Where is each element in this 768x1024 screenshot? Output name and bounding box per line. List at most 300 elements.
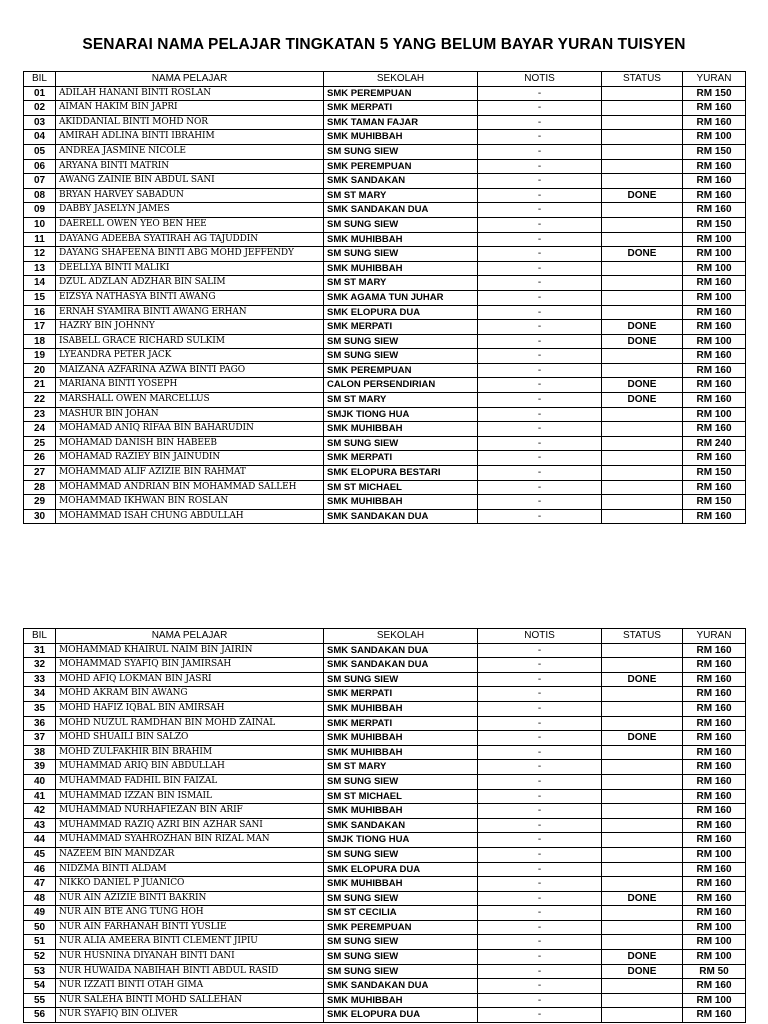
cell-yuran: RM 100: [683, 130, 746, 145]
cell-notis: -: [478, 393, 602, 408]
cell-notis: -: [478, 480, 602, 495]
cell-nama-pelajar: NUR AIN FARHANAH BINTI YUSLIE: [56, 920, 324, 935]
cell-nama-pelajar: AKIDDANIAL BINTI MOHD NOR: [56, 115, 324, 130]
cell-notis: -: [478, 261, 602, 276]
cell-status: [602, 101, 683, 116]
cell-yuran: RM 100: [683, 232, 746, 247]
cell-yuran: RM 150: [683, 144, 746, 159]
cell-sekolah: CALON PERSENDIRIAN: [324, 378, 478, 393]
cell-status: [602, 115, 683, 130]
header-yuran: YURAN: [683, 72, 746, 87]
cell-yuran: RM 100: [683, 334, 746, 349]
table-row: [24, 818, 746, 833]
cell-bil: 02: [24, 101, 56, 116]
header-status: STATUS: [602, 629, 683, 644]
cell-status: DONE: [602, 320, 683, 335]
header-sekolah: SEKOLAH: [324, 72, 478, 87]
cell-sekolah: SM ST MARY: [324, 188, 478, 203]
cell-bil: 27: [24, 466, 56, 481]
cell-nama-pelajar: MOHAMMAD KHAIRUL NAIM BIN JAIRIN: [56, 643, 324, 658]
cell-notis: -: [478, 701, 602, 716]
cell-notis: -: [478, 658, 602, 673]
cell-yuran: RM 100: [683, 935, 746, 950]
cell-sekolah: SMK MUHIBBAH: [324, 422, 478, 437]
cell-status: [602, 305, 683, 320]
header-bil: BIL: [24, 72, 56, 87]
table-header-row: [24, 629, 746, 644]
cell-bil: 53: [24, 964, 56, 979]
cell-sekolah: SMK MUHIBBAH: [324, 993, 478, 1008]
cell-bil: 48: [24, 891, 56, 906]
cell-yuran: RM 160: [683, 1008, 746, 1023]
cell-status: [602, 422, 683, 437]
cell-bil: 08: [24, 188, 56, 203]
cell-nama-pelajar: MOHAMMAD SYAFIQ BIN JAMIRSAH: [56, 658, 324, 673]
cell-status: [602, 349, 683, 364]
header-nama-pelajar: NAMA PELAJAR: [56, 72, 324, 87]
cell-nama-pelajar: MARSHALL OWEN MARCELLUS: [56, 393, 324, 408]
cell-bil: 14: [24, 276, 56, 291]
cell-notis: -: [478, 643, 602, 658]
cell-nama-pelajar: HAZRY BIN JOHNNY: [56, 320, 324, 335]
cell-bil: 16: [24, 305, 56, 320]
cell-nama-pelajar: ISABELL GRACE RICHARD SULKIM: [56, 334, 324, 349]
cell-yuran: RM 160: [683, 979, 746, 994]
cell-sekolah: SMK PEREMPUAN: [324, 363, 478, 378]
cell-bil: 33: [24, 672, 56, 687]
cell-notis: -: [478, 378, 602, 393]
cell-bil: 39: [24, 760, 56, 775]
student-table-1: [23, 71, 746, 524]
cell-notis: -: [478, 1008, 602, 1023]
cell-yuran: RM 160: [683, 672, 746, 687]
cell-status: [602, 847, 683, 862]
cell-yuran: RM 160: [683, 658, 746, 673]
cell-bil: 51: [24, 935, 56, 950]
cell-yuran: RM 160: [683, 789, 746, 804]
cell-notis: -: [478, 86, 602, 101]
cell-notis: -: [478, 101, 602, 116]
cell-status: [602, 935, 683, 950]
cell-notis: -: [478, 174, 602, 189]
cell-bil: 01: [24, 86, 56, 101]
cell-notis: -: [478, 290, 602, 305]
cell-notis: -: [478, 334, 602, 349]
cell-nama-pelajar: NUR IZZATI BINTI OTAH GIMA: [56, 979, 324, 994]
cell-yuran: RM 160: [683, 480, 746, 495]
cell-sekolah: SMK SANDAKAN DUA: [324, 643, 478, 658]
cell-nama-pelajar: MUHAMMAD RAZIQ AZRI BIN AZHAR SANI: [56, 818, 324, 833]
table-row: [24, 906, 746, 921]
cell-nama-pelajar: MUHAMMAD IZZAN BIN ISMAIL: [56, 789, 324, 804]
cell-yuran: RM 160: [683, 363, 746, 378]
table-row: [24, 247, 746, 262]
cell-nama-pelajar: NUR SYAFIQ BIN OLIVER: [56, 1008, 324, 1023]
page-title: SENARAI NAMA PELAJAR TINGKATAN 5 YANG BELUM BAYAR YURAN TUISYEN: [82, 36, 686, 53]
cell-bil: 07: [24, 174, 56, 189]
cell-yuran: RM 160: [683, 174, 746, 189]
cell-bil: 25: [24, 436, 56, 451]
cell-nama-pelajar: MUHAMMAD FADHIL BIN FAIZAL: [56, 774, 324, 789]
cell-sekolah: SMK MUHIBBAH: [324, 232, 478, 247]
table-row: [24, 745, 746, 760]
cell-yuran: RM 160: [683, 687, 746, 702]
cell-bil: 50: [24, 920, 56, 935]
cell-nama-pelajar: NAZEEM BIN MANDZAR: [56, 847, 324, 862]
cell-nama-pelajar: MARIANA BINTI YOSEPH: [56, 378, 324, 393]
cell-notis: -: [478, 760, 602, 775]
cell-status: [602, 509, 683, 524]
cell-sekolah: SMK PEREMPUAN: [324, 159, 478, 174]
cell-yuran: RM 160: [683, 760, 746, 775]
cell-notis: -: [478, 466, 602, 481]
cell-yuran: RM 160: [683, 862, 746, 877]
cell-bil: 11: [24, 232, 56, 247]
cell-notis: -: [478, 877, 602, 892]
cell-sekolah: SMK MUHIBBAH: [324, 804, 478, 819]
table-row: [24, 422, 746, 437]
table-row: [24, 658, 746, 673]
cell-status: [602, 643, 683, 658]
cell-notis: -: [478, 144, 602, 159]
cell-sekolah: SMK MUHIBBAH: [324, 261, 478, 276]
cell-yuran: RM 160: [683, 731, 746, 746]
cell-bil: 18: [24, 334, 56, 349]
cell-yuran: RM 160: [683, 643, 746, 658]
cell-status: [602, 290, 683, 305]
cell-notis: -: [478, 906, 602, 921]
cell-notis: -: [478, 115, 602, 130]
cell-bil: 35: [24, 701, 56, 716]
cell-status: [602, 276, 683, 291]
table-row: [24, 1008, 746, 1023]
cell-nama-pelajar: NUR ALIA AMEERA BINTI CLEMENT JIPIU: [56, 935, 324, 950]
table-row: [24, 466, 746, 481]
table-row: [24, 495, 746, 510]
cell-bil: 46: [24, 862, 56, 877]
cell-nama-pelajar: MOHD NUZUL RAMDHAN BIN MOHD ZAINAL: [56, 716, 324, 731]
table-header-row: [24, 72, 746, 87]
header-notis: NOTIS: [478, 72, 602, 87]
table-row: [24, 451, 746, 466]
cell-status: [602, 658, 683, 673]
cell-nama-pelajar: MOHD AKRAM BIN AWANG: [56, 687, 324, 702]
cell-yuran: RM 150: [683, 217, 746, 232]
cell-bil: 47: [24, 877, 56, 892]
cell-status: DONE: [602, 731, 683, 746]
cell-status: [602, 774, 683, 789]
cell-sekolah: SMK MUHIBBAH: [324, 130, 478, 145]
cell-sekolah: SM SUNG SIEW: [324, 891, 478, 906]
cell-yuran: RM 160: [683, 378, 746, 393]
cell-status: [602, 436, 683, 451]
student-table-2: [23, 628, 746, 1023]
cell-notis: -: [478, 320, 602, 335]
cell-bil: 13: [24, 261, 56, 276]
cell-nama-pelajar: NUR HUSNINA DIYANAH BINTI DANI: [56, 950, 324, 965]
cell-yuran: RM 160: [683, 804, 746, 819]
table-row: [24, 847, 746, 862]
table-row: [24, 217, 746, 232]
table-row: [24, 290, 746, 305]
cell-yuran: RM 160: [683, 774, 746, 789]
cell-nama-pelajar: MOHD HAFIZ IQBAL BIN AMIRSAH: [56, 701, 324, 716]
cell-notis: -: [478, 363, 602, 378]
cell-status: [602, 1008, 683, 1023]
cell-nama-pelajar: ERNAH SYAMIRA BINTI AWANG ERHAN: [56, 305, 324, 320]
cell-nama-pelajar: AMIRAH ADLINA BINTI IBRAHIM: [56, 130, 324, 145]
header-yuran: YURAN: [683, 629, 746, 644]
cell-nama-pelajar: ARYANA BINTI MATRIN: [56, 159, 324, 174]
cell-yuran: RM 160: [683, 745, 746, 760]
cell-notis: -: [478, 716, 602, 731]
cell-nama-pelajar: MOHAMAD ANIQ RIFAA BIN BAHARUDIN: [56, 422, 324, 437]
cell-sekolah: SMK MUHIBBAH: [324, 701, 478, 716]
table-row: [24, 687, 746, 702]
cell-notis: -: [478, 451, 602, 466]
cell-bil: 19: [24, 349, 56, 364]
table-row: [24, 480, 746, 495]
cell-sekolah: SM SUNG SIEW: [324, 217, 478, 232]
table-row: [24, 760, 746, 775]
cell-sekolah: SMK PEREMPUAN: [324, 920, 478, 935]
cell-nama-pelajar: DAYANG ADEEBA SYATIRAH AG TAJUDDIN: [56, 232, 324, 247]
cell-bil: 09: [24, 203, 56, 218]
table-row: [24, 130, 746, 145]
cell-bil: 49: [24, 906, 56, 921]
cell-notis: -: [478, 217, 602, 232]
cell-bil: 22: [24, 393, 56, 408]
cell-sekolah: SMJK TIONG HUA: [324, 833, 478, 848]
cell-status: [602, 466, 683, 481]
cell-status: [602, 174, 683, 189]
cell-yuran: RM 160: [683, 349, 746, 364]
cell-status: [602, 159, 683, 174]
cell-yuran: RM 150: [683, 86, 746, 101]
cell-bil: 04: [24, 130, 56, 145]
cell-yuran: RM 100: [683, 247, 746, 262]
cell-yuran: RM 100: [683, 261, 746, 276]
table-row: [24, 509, 746, 524]
cell-status: [602, 480, 683, 495]
header-notis: NOTIS: [478, 629, 602, 644]
cell-sekolah: SM ST MICHAEL: [324, 480, 478, 495]
cell-bil: 52: [24, 950, 56, 965]
cell-yuran: RM 100: [683, 950, 746, 965]
cell-status: DONE: [602, 378, 683, 393]
table-row: [24, 334, 746, 349]
table-row: [24, 935, 746, 950]
cell-status: [602, 451, 683, 466]
cell-status: [602, 789, 683, 804]
table-row: [24, 276, 746, 291]
cell-notis: -: [478, 247, 602, 262]
cell-status: [602, 407, 683, 422]
cell-notis: -: [478, 833, 602, 848]
cell-yuran: RM 100: [683, 993, 746, 1008]
table-row: [24, 261, 746, 276]
table-row: [24, 232, 746, 247]
cell-yuran: RM 100: [683, 920, 746, 935]
table-row: [24, 701, 746, 716]
cell-status: [602, 920, 683, 935]
cell-status: [602, 993, 683, 1008]
table-row: [24, 891, 746, 906]
cell-nama-pelajar: MOHAMMAD ALIF AZIZIE BIN RAHMAT: [56, 466, 324, 481]
header-nama-pelajar: NAMA PELAJAR: [56, 629, 324, 644]
cell-status: DONE: [602, 188, 683, 203]
cell-sekolah: SM SUNG SIEW: [324, 774, 478, 789]
cell-status: [602, 144, 683, 159]
table-row: [24, 320, 746, 335]
cell-bil: 32: [24, 658, 56, 673]
cell-sekolah: SMK SANDAKAN DUA: [324, 658, 478, 673]
table-row: [24, 363, 746, 378]
cell-notis: -: [478, 407, 602, 422]
cell-yuran: RM 160: [683, 891, 746, 906]
cell-bil: 31: [24, 643, 56, 658]
cell-status: [602, 217, 683, 232]
cell-status: DONE: [602, 247, 683, 262]
cell-yuran: RM 160: [683, 203, 746, 218]
cell-status: [602, 760, 683, 775]
cell-bil: 40: [24, 774, 56, 789]
cell-yuran: RM 160: [683, 833, 746, 848]
cell-sekolah: SM SUNG SIEW: [324, 935, 478, 950]
cell-notis: -: [478, 495, 602, 510]
cell-nama-pelajar: NUR AIN BTE ANG TUNG HOH: [56, 906, 324, 921]
cell-sekolah: SMK MUHIBBAH: [324, 495, 478, 510]
cell-status: [602, 804, 683, 819]
cell-notis: -: [478, 847, 602, 862]
cell-sekolah: SMK MERPATI: [324, 451, 478, 466]
cell-yuran: RM 100: [683, 290, 746, 305]
cell-status: [602, 232, 683, 247]
cell-status: [602, 716, 683, 731]
cell-nama-pelajar: DAERELL OWEN YEO BEN HEE: [56, 217, 324, 232]
cell-yuran: RM 160: [683, 159, 746, 174]
table-row: [24, 672, 746, 687]
cell-sekolah: SMK MERPATI: [324, 687, 478, 702]
cell-yuran: RM 160: [683, 509, 746, 524]
table-row: [24, 774, 746, 789]
cell-bil: 15: [24, 290, 56, 305]
cell-status: [602, 261, 683, 276]
table-row: [24, 436, 746, 451]
cell-sekolah: SMK MERPATI: [324, 716, 478, 731]
cell-nama-pelajar: DZUL ADZLAN ADZHAR BIN SALIM: [56, 276, 324, 291]
cell-notis: -: [478, 745, 602, 760]
cell-sekolah: SMK MUHIBBAH: [324, 745, 478, 760]
cell-status: DONE: [602, 334, 683, 349]
table-row: [24, 833, 746, 848]
cell-status: [602, 86, 683, 101]
cell-notis: -: [478, 979, 602, 994]
cell-bil: 29: [24, 495, 56, 510]
cell-status: [602, 495, 683, 510]
cell-bil: 41: [24, 789, 56, 804]
cell-nama-pelajar: DABBY JASELYN JAMES: [56, 203, 324, 218]
cell-notis: -: [478, 349, 602, 364]
cell-nama-pelajar: ANDREA JASMINE NICOLE: [56, 144, 324, 159]
cell-status: [602, 203, 683, 218]
cell-notis: -: [478, 672, 602, 687]
cell-status: [602, 687, 683, 702]
cell-sekolah: SMK MERPATI: [324, 101, 478, 116]
cell-notis: -: [478, 188, 602, 203]
cell-nama-pelajar: NIKKO DANIEL P JUANICO: [56, 877, 324, 892]
cell-notis: -: [478, 935, 602, 950]
cell-yuran: RM 160: [683, 818, 746, 833]
header-sekolah: SEKOLAH: [324, 629, 478, 644]
cell-sekolah: SM ST MARY: [324, 760, 478, 775]
cell-sekolah: SMK SANDAKAN: [324, 174, 478, 189]
cell-nama-pelajar: DAYANG SHAFEENA BINTI ABG MOHD JEFFENDY: [56, 247, 324, 262]
cell-nama-pelajar: MOHD AFIQ LOKMAN BIN JASRI: [56, 672, 324, 687]
table-row: [24, 101, 746, 116]
cell-status: DONE: [602, 393, 683, 408]
cell-notis: -: [478, 950, 602, 965]
cell-bil: 06: [24, 159, 56, 174]
cell-yuran: RM 160: [683, 393, 746, 408]
cell-yuran: RM 160: [683, 877, 746, 892]
cell-bil: 05: [24, 144, 56, 159]
cell-nama-pelajar: NUR SALEHA BINTI MOHD SALLEHAN: [56, 993, 324, 1008]
cell-sekolah: SMK SANDAKAN: [324, 818, 478, 833]
cell-status: [602, 833, 683, 848]
cell-sekolah: SMK SANDAKAN DUA: [324, 979, 478, 994]
cell-status: [602, 745, 683, 760]
cell-bil: 28: [24, 480, 56, 495]
cell-bil: 26: [24, 451, 56, 466]
cell-nama-pelajar: MOHD SHUAILI BIN SALZO: [56, 731, 324, 746]
table-row: [24, 305, 746, 320]
table-row: [24, 964, 746, 979]
cell-notis: -: [478, 993, 602, 1008]
cell-status: [602, 877, 683, 892]
cell-nama-pelajar: MOHAMMAD IKHWAN BIN ROSLAN: [56, 495, 324, 510]
cell-notis: -: [478, 774, 602, 789]
cell-nama-pelajar: MOHAMMAD ISAH CHUNG ABDULLAH: [56, 509, 324, 524]
table-row: [24, 174, 746, 189]
cell-sekolah: SMK TAMAN FAJAR: [324, 115, 478, 130]
table-row: [24, 115, 746, 130]
header-status: STATUS: [602, 72, 683, 87]
table-row: [24, 993, 746, 1008]
cell-yuran: RM 100: [683, 407, 746, 422]
cell-yuran: RM 150: [683, 495, 746, 510]
cell-yuran: RM 150: [683, 466, 746, 481]
cell-bil: 34: [24, 687, 56, 702]
cell-sekolah: SM SUNG SIEW: [324, 144, 478, 159]
cell-sekolah: SMK MUHIBBAH: [324, 877, 478, 892]
cell-bil: 12: [24, 247, 56, 262]
cell-bil: 30: [24, 509, 56, 524]
cell-status: [602, 130, 683, 145]
cell-notis: -: [478, 789, 602, 804]
table-row: [24, 407, 746, 422]
table-row: [24, 920, 746, 935]
table-row: [24, 877, 746, 892]
cell-sekolah: SM ST CECILIA: [324, 906, 478, 921]
cell-nama-pelajar: MUHAMMAD NURHAFIEZAN BIN ARIF: [56, 804, 324, 819]
table-row: [24, 804, 746, 819]
table-row: [24, 203, 746, 218]
cell-sekolah: SM SUNG SIEW: [324, 334, 478, 349]
cell-sekolah: SMJK TIONG HUA: [324, 407, 478, 422]
cell-sekolah: SMK ELOPURA DUA: [324, 305, 478, 320]
cell-bil: 37: [24, 731, 56, 746]
